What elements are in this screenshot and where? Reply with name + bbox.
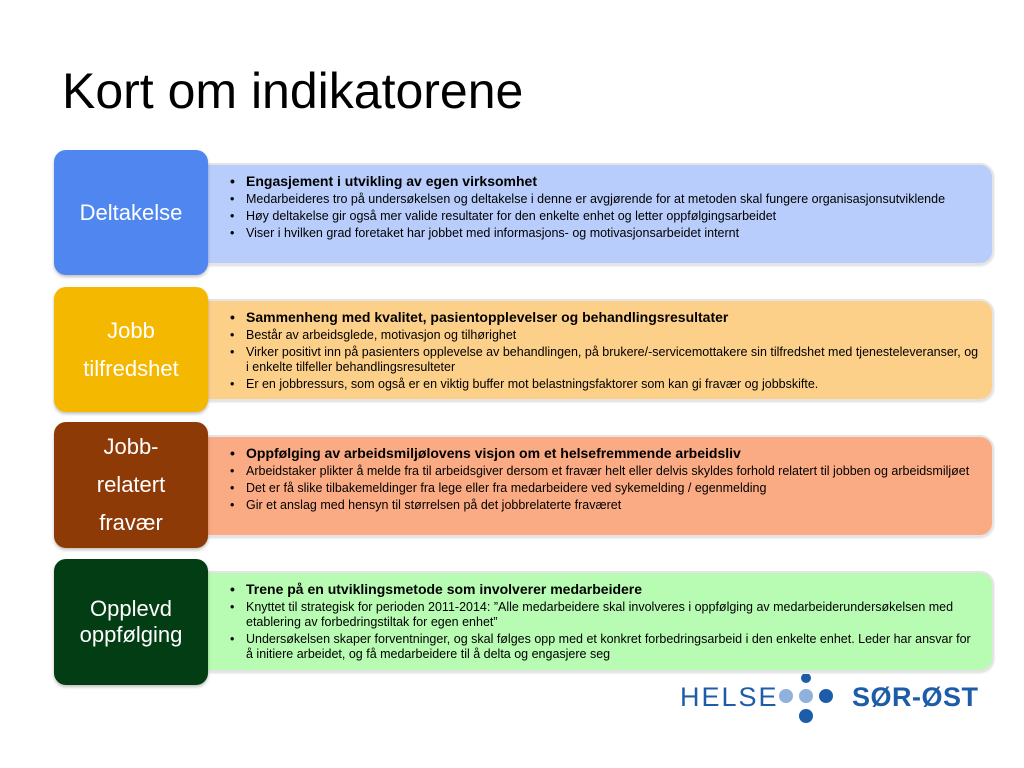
indicator-panel <box>196 163 994 265</box>
logo-word-helse: HELSE <box>680 682 779 712</box>
indicator-label-line: Opplevd <box>90 596 172 621</box>
bullet-item: • Er en jobbressurs, som også er en viktig buffer mot belastningsfaktorer som kan gi fravær og jobbskifte. <box>246 377 980 392</box>
bullet-item: • Viser i hvilken grad foretaket har jobbet med informasjons- og motivasjonsarbeidet internt <box>246 226 980 241</box>
indicator-label <box>54 287 208 412</box>
indicator-label-line: Jobb- <box>103 434 159 459</box>
indicator-label-line: oppfølging <box>79 622 183 647</box>
indicator-label <box>54 422 208 548</box>
bullet-item: • Undersøkelsen skaper forventninger, og skal følges opp med et konkret forbedringsarbeid i den enkelte enhet. Leder har ansvar for å initiere arbeidet, og få medarbeidere til å delta og engasjere seg <box>246 632 980 662</box>
logo-word-sor-ost: SØR-ØST <box>852 682 979 712</box>
bullet-item: • Virker positivt inn på pasienters opplevelse av behandlingen, på brukere/-servicemottakere sin tilfredshet med tjenesteleveranser, og i enkelte tilfeller behandlingsresulteter <box>246 345 980 375</box>
bullet-lead: • Oppfølging av arbeidsmiljølovens visjon om et helsefremmende arbeidsliv <box>246 445 980 462</box>
bullet-item: • Gir et anslag med hensyn til størrelsen på det jobbrelaterte fraværet <box>246 498 980 513</box>
bullet-item: • Arbeidstaker plikter å melde fra til arbeidsgiver dersom et fravær helt eller delvis skyldes forhold relatert til jobben og arbeidsmiljøet <box>246 464 980 479</box>
indicator-label <box>54 559 208 685</box>
indicator-label-line: fravær <box>99 510 163 535</box>
bullet-item: • Medarbeideres tro på undersøkelsen og deltakelse i denne er avgjørende for at metoden skal fungere organisasjonsutviklende <box>246 192 980 207</box>
indicator-panel <box>196 435 994 537</box>
bullet-item: • Høy deltakelse gir også mer valide resultater for den enkelte enhet og letter oppfølgingsarbeidet <box>246 209 980 224</box>
bullet-lead: • Sammenheng med kvalitet, pasientopplevelser og behandlingsresultater <box>246 309 980 326</box>
bullet-list <box>226 173 980 241</box>
bullet-list <box>226 581 980 662</box>
indicator-panel <box>196 571 994 672</box>
bullet-list <box>226 445 980 513</box>
bullet-lead: • Trene på en utviklingsmetode som involverer medarbeidere <box>246 581 980 598</box>
bullet-item: • Knyttet til strategisk for perioden 2011-2014: ”Alle medarbeidere skal involveres i oppfølging av medarbeiderundersøkelsen med etablering av forbedringstiltak for egen enhet” <box>246 600 980 630</box>
indicator-panel <box>196 299 994 401</box>
bullet-item: • Det er få slike tilbakemeldinger fra lege eller fra medarbeidere ved sykemelding / egenmelding <box>246 481 980 496</box>
bullet-list <box>226 309 980 392</box>
indicator-label <box>54 150 208 275</box>
bullet-item: • Består av arbeidsglede, motivasjon og tilhørighet <box>246 328 980 343</box>
slide-title: Kort om indikatorene <box>62 63 524 119</box>
helse-sor-ost-logo <box>680 674 980 734</box>
indicator-label-line: tilfredshet <box>83 355 179 381</box>
indicator-label-line: relatert <box>96 472 166 497</box>
bullet-lead: • Engasjement i utvikling av egen virksomhet <box>246 173 980 190</box>
logo-dots-icon <box>776 674 852 732</box>
indicator-label-line: Jobb <box>107 317 155 343</box>
indicator-label-text: Deltakelse <box>79 199 183 225</box>
